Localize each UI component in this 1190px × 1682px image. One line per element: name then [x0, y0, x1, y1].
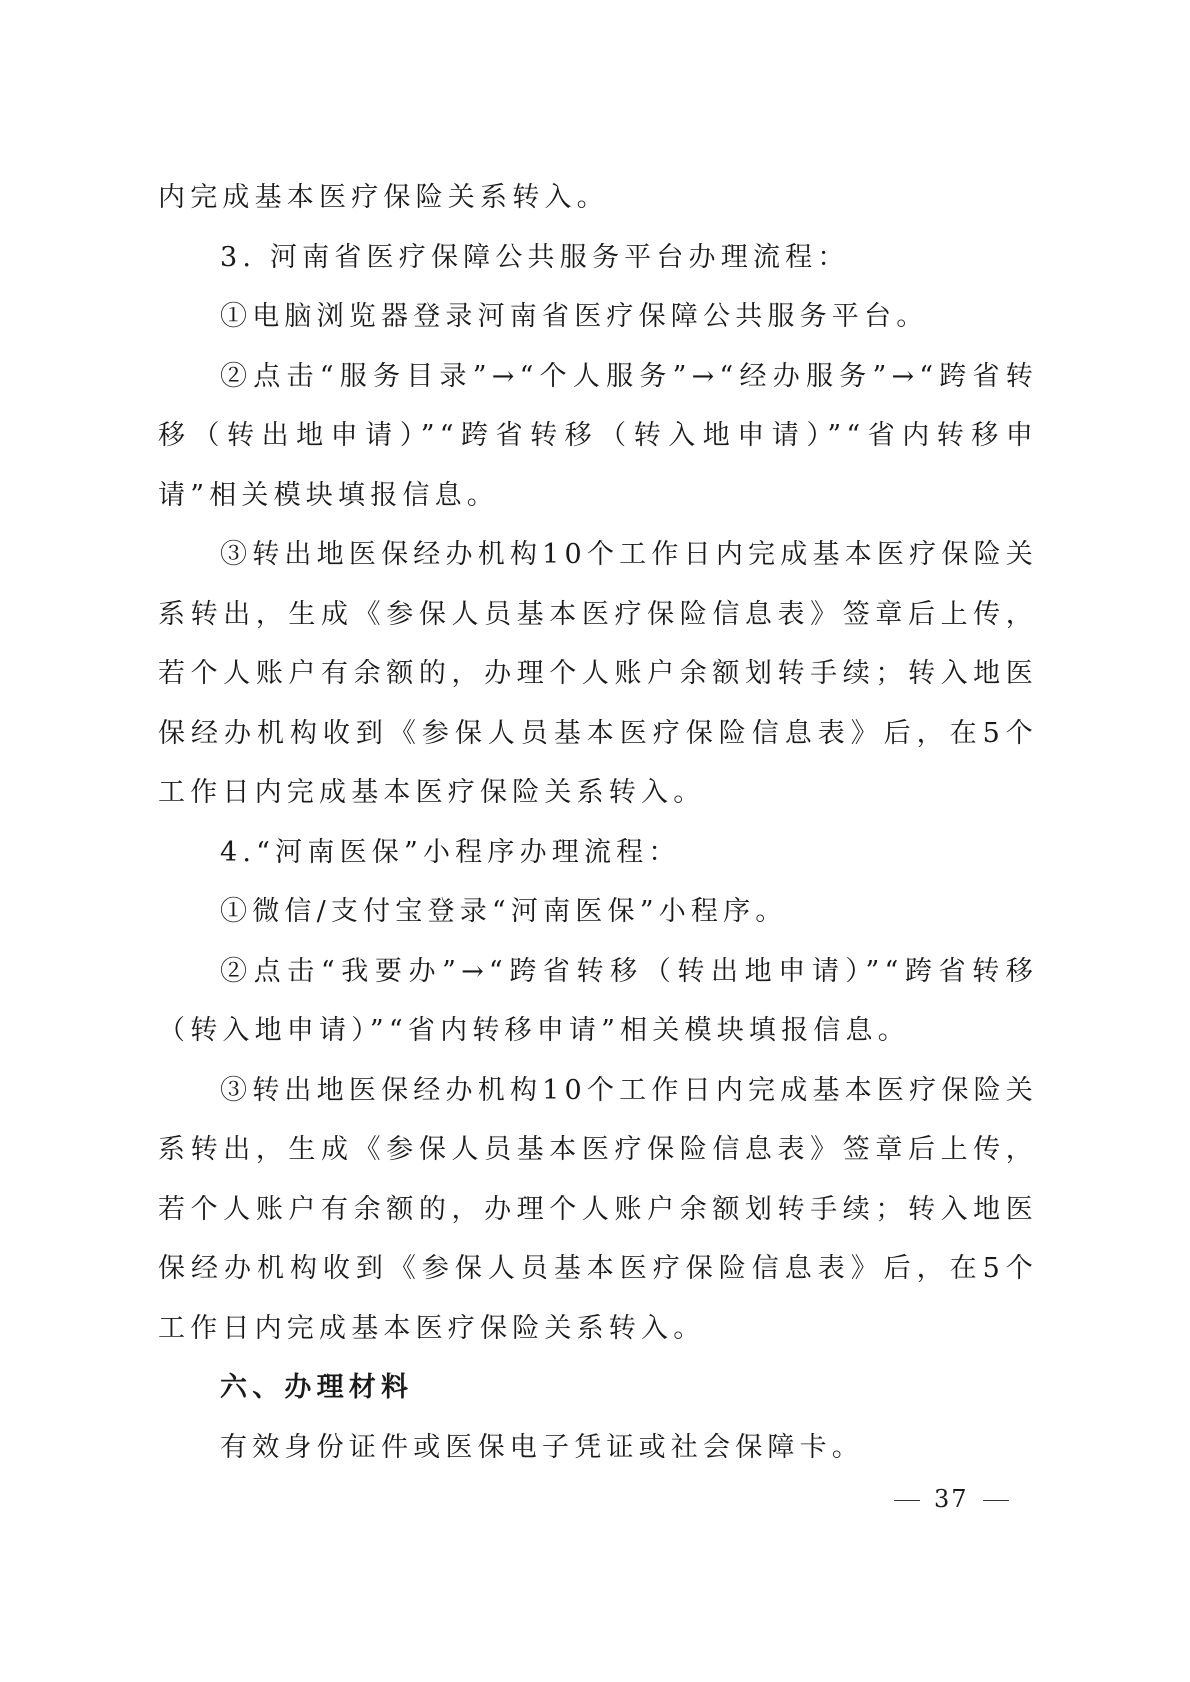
page-number-value: 37	[934, 1485, 969, 1513]
page-number	[880, 1485, 1023, 1513]
paragraph-continuation: 内完成基本医疗保险关系转入。	[158, 182, 609, 213]
paragraph-step-3-item-3: ③转出地医保经办机构10个工作日内完成基本医疗保险关系转出，生成《参保人员基本医疗保险信息表》签章后上传，若个人账户有余额的，办理个人账户余额划转手续；转入地医保经办机构收到《参保人员基本医疗保险信息表》后，在5个工作日内完成基本医疗保险关系转入。	[158, 539, 1038, 808]
paragraph-step-3-item-2: ②点击“服务目录”→“个人服务”→“经办服务”→“跨省转移（转出地申请）”“跨省转移（转入地申请）”“省内转移申请”相关模块填报信息。	[158, 360, 1038, 511]
body-text	[158, 168, 1038, 1477]
paragraph-step-3-title: 3. 河南省医疗保障公共服务平台办理流程：	[220, 241, 850, 273]
page-number-dash-left	[894, 1500, 920, 1501]
paragraph-step-4-item-3: ③转出地医保经办机构10个工作日内完成基本医疗保险关系转出，生成《参保人员基本医疗保险信息表》签章后上传，若个人账户有余额的，办理个人账户余额划转手续；转入地医保经办机构收到《参保人员基本医疗保险信息表》后，在5个工作日内完成基本医疗保险关系转入。	[158, 1074, 1038, 1344]
section-heading: 六、办理材料	[220, 1372, 414, 1403]
paragraph-step-4-item-2: ②点击“我要办”→“跨省转移（转出地申请）”“跨省转移（转入地申请）”“省内转移申请”相关模块填报信息。	[158, 955, 1038, 1046]
paragraph-step-3-item-1: ①电脑浏览器登录河南省医疗保障公共服务平台。	[220, 301, 929, 332]
materials-paragraph: 有效身份证件或医保电子凭证或社会保障卡。	[220, 1431, 864, 1463]
paragraph-step-4-item-1: ①微信/支付宝登录“河南医保”小程序。	[220, 896, 788, 927]
paragraph-step-4-title: 4.“河南医保”小程序办理流程：	[220, 836, 681, 868]
page-number-dash-right	[983, 1500, 1009, 1501]
